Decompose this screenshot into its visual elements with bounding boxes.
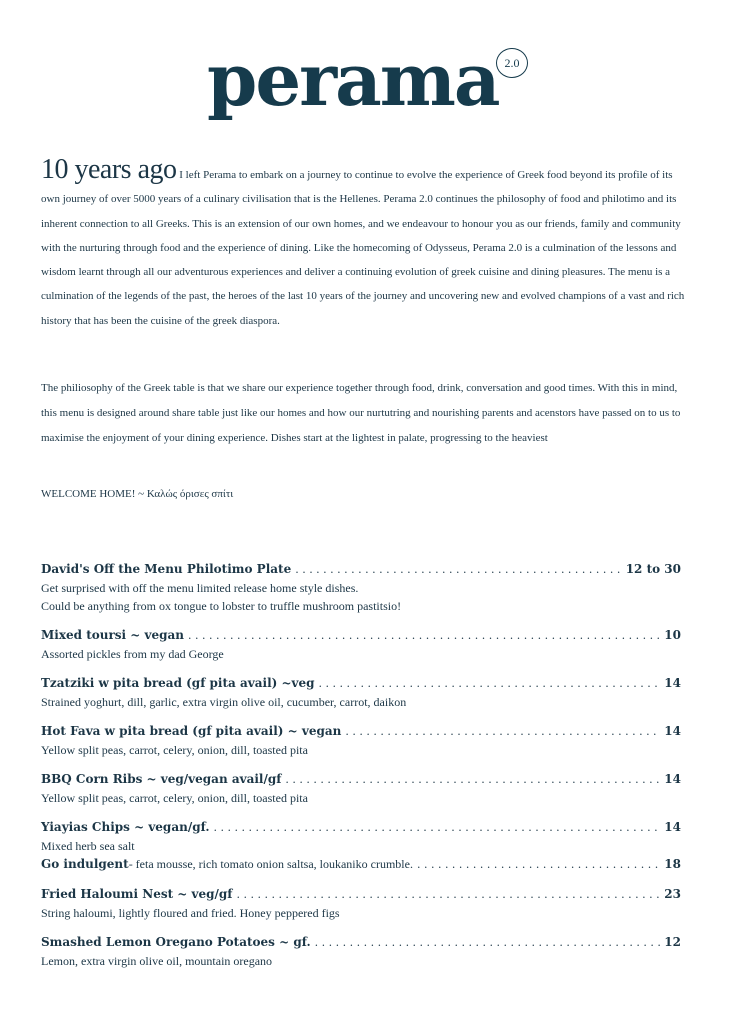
menu-item (41, 933, 681, 970)
menu-item-description: Mixed herb sea salt (41, 839, 135, 853)
addon-price: 18 (664, 857, 681, 871)
menu-item-price: 14 (664, 820, 681, 834)
menu-item (41, 626, 681, 663)
menu-item-row (41, 933, 681, 952)
menu-item (41, 722, 681, 759)
menu-item-price: 10 (664, 628, 681, 642)
menu-item-name: Yiayias Chips ~ vegan/gf. (41, 820, 210, 834)
menu-item-name: Mixed toursi ~ vegan (41, 628, 185, 642)
menu-item-description: Assorted pickles from my dad George (41, 647, 224, 661)
menu-item-price: 12 to 30 (625, 562, 681, 576)
menu-item-name: Smashed Lemon Oregano Potatoes ~ gf. (41, 935, 311, 949)
menu-item (41, 770, 681, 807)
menu-item-description: Yellow split peas, carrot, celery, onion, dill, toasted pita (41, 791, 308, 805)
dot-leader (214, 818, 661, 837)
dot-leader (285, 770, 660, 789)
menu-list (41, 560, 681, 981)
menu-item-description: Get surprised with off the menu limited release home style dishes. (41, 581, 359, 595)
welcome-text: WELCOME HOME! ~ Καλώς όρισες σπίτι (41, 488, 234, 500)
menu-item-name: David's Off the Menu Philotimo Plate (41, 562, 292, 576)
dot-leader (315, 933, 661, 952)
header (0, 38, 732, 128)
menu-item-row (41, 560, 681, 579)
dot-leader (319, 674, 661, 693)
menu-item-row (41, 722, 681, 741)
menu-item (41, 674, 681, 711)
menu-item-price: 12 (664, 935, 681, 949)
menu-item-name: BBQ Corn Ribs ~ veg/vegan avail/gf (41, 772, 282, 786)
menu-item-price: 14 (664, 676, 681, 690)
menu-item-addon-row (41, 855, 681, 874)
logo: perama (207, 37, 499, 122)
menu-item-row (41, 885, 681, 904)
logo-badge: 2.0 (496, 48, 528, 78)
menu-item-description: Yellow split peas, carrot, celery, onion, dill, toasted pita (41, 743, 308, 757)
menu-item-description: Could be anything from ox tongue to lobster to truffle mushroom pastitsio! (41, 599, 402, 613)
menu-item-name: Hot Fava w pita bread (gf pita avail) ~ vegan (41, 724, 342, 738)
menu-item (41, 818, 681, 874)
menu-item-row (41, 674, 681, 693)
menu-item-price: 14 (664, 772, 681, 786)
menu-item-row (41, 626, 681, 645)
menu-item-price: 23 (664, 887, 681, 901)
menu-item-row (41, 770, 681, 789)
dot-leader (295, 560, 621, 579)
intro-lead: 10 years ago (41, 154, 177, 185)
menu-item (41, 560, 681, 615)
addon-description: - feta mousse, rich tomato onion saltsa, loukaniko crumble. (128, 857, 413, 871)
menu-item-price: 14 (664, 724, 681, 738)
menu-item (41, 885, 681, 922)
menu-item-description: String haloumi, lightly floured and fried. Honey peppered figs (41, 906, 340, 920)
menu-item-name: Tzatziki w pita bread (gf pita avail) ~veg (41, 676, 315, 690)
intro-body: I left Perama to embark on a journey to continue to evolve the experience of Greek food beyond its profile of its own journey of over 5000 years of a culinary civilisation that is the Hellenes. Perama 2.0 continues the philosophy of food and philotimo and its inherent connection to all Greeks. This is an extension of our own homes, and we endeavour to honour you as our friends, family and community with the nurturing through food and the experience of dining. Like the homecoming of Odysseus, Perama 2.0 is a culmination of the lessons and wisdom learnt through all our adventurous experiences and deliver a continuing evolution of greek cuisine and dining pleasures. The menu is a culmination of the legends of the past, the heroes of the last 10 years of the journey and uncovering new and evolved champions of a vast and rich history that has been the cuisine of the greek diaspora. (41, 169, 685, 327)
dot-leader (345, 722, 660, 741)
menu-item-description: Lemon, extra virgin olive oil, mountain oregano (41, 954, 273, 968)
menu-item-description: Strained yoghurt, dill, garlic, extra virgin olive oil, cucumber, carrot, daikon (41, 695, 407, 709)
dot-leader (188, 626, 660, 645)
philosophy-text: The philiosophy of the Greek table is that we share our experience together through food, drink, conversation and good times. With this in mind, this menu is designed around share table just like our homes and how our nurtutring and nourishing parents and acenstors have passed on to us to maximise the enjoyment of your dining experience. Dishes start at the lightest in palate, progressing to the heaviest (41, 382, 681, 444)
intro-section (41, 156, 691, 333)
menu-item-row (41, 818, 681, 837)
menu-item-name: Fried Haloumi Nest ~ veg/gf (41, 887, 233, 901)
dot-leader (236, 885, 660, 904)
addon-name: Go indulgent (41, 857, 129, 871)
dot-leader (417, 855, 660, 874)
